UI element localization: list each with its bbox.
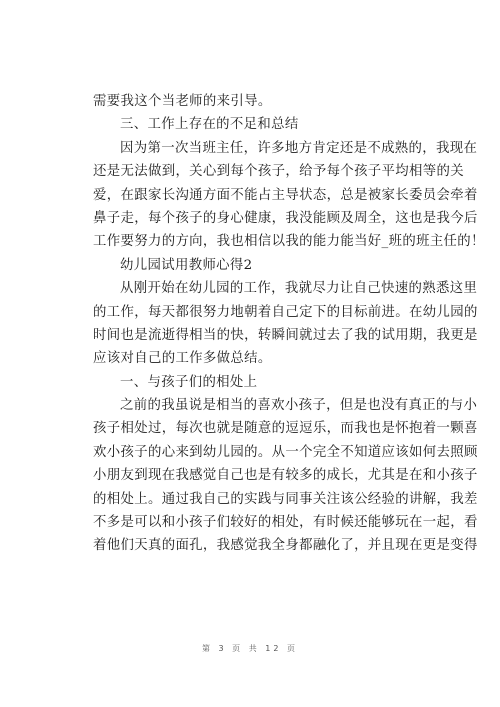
text-line: 应该对自己的工作多做总结。 [93,351,272,367]
text-line: 因为第一次当班主任，许多地方肯定还是不成熟的，我现在 [120,140,478,156]
text-line: 孩子相处过，每次也就是随意的逗逗乐，而我也是怀抱着一颗喜 [93,421,478,437]
text-line: 的相处上。通过我自己的实践与同事关注该公经验的讲解，我差 [93,491,478,507]
text-line: 的工作，每天都很努力地朝着自己定下的目标前进。在幼儿园的 [93,304,478,320]
text-line: 不多是可以和小孩子们较好的相处，有时候还能够玩在一起，看 [93,515,478,531]
text-line: 着他们天真的面孔，我感觉我全身都融化了，并且现在更是变得 [93,538,478,554]
text-line: 需要我这个当老师的来引导。 [93,94,272,109]
text-line: 时间也是流逝得相当的快，转瞬间就过去了我的试用期，我更是 [93,327,478,343]
document-body [93,90,485,558]
text-line: 从刚开始在幼儿园的工作，我就尽力让自己快速的熟悉这里 [120,281,478,297]
page-footer: 第 3 页 共 12 页 [202,644,298,653]
text-line: 鼻子走，每个孩子的身心健康，我没能顾及周全，这也是我今后 [93,210,478,226]
text-line: 三、工作上存在的不足和总结 [120,117,299,133]
text-line: 工作要努力的方向，我也相信以我的能力能当好_班的班主任的！ [93,234,485,250]
text-line: 幼儿园试用教师心得2 [120,257,253,273]
text-line: 还是无法做到，关心到每个孩子，给予每个孩子平均相等的关 [93,164,464,180]
text-line: 之前的我虽说是相当的喜欢小孩子，但是也没有真正的与小 [120,398,478,414]
text-line: 欢小孩子的心来到幼儿园的。从一个完全不知道应该如何去照顾 [93,444,478,460]
text-line: 爱，在跟家长沟通方面不能占主导状态，总是被家长委员会牵着 [93,187,478,203]
text-line: 小朋友到现在我感觉自己也是有较多的成长，尤其是在和小孩子 [93,468,478,484]
text-line: 一、与孩子们的相处上 [120,374,258,390]
